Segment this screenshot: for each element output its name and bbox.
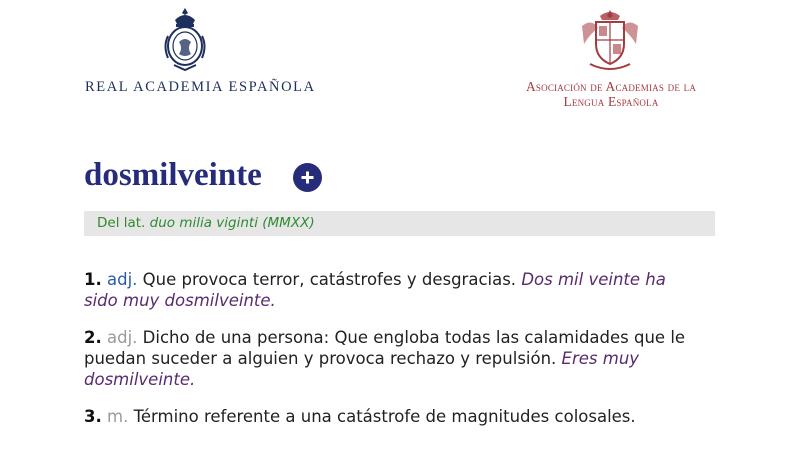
- plus-icon: [293, 163, 322, 192]
- sense-example: Eres muy dosmilveinte.: [84, 349, 640, 389]
- sense-2: [84, 327, 704, 390]
- sense-definition: Término referente a una catástrofe de magnitudes colosales.: [133, 407, 636, 426]
- sense-number: 2.: [84, 328, 102, 347]
- etymology-prefix: Del lat.: [97, 215, 150, 231]
- asale-name: [504, 79, 718, 109]
- asale-name-line2: Lengua Española: [563, 94, 659, 109]
- sense-definition: Dicho de una persona: Que engloba todas las calamidades que le puedan suceder a alguien y provoca rechazo y repulsión.: [84, 328, 686, 368]
- sense-definition: Que provoca terror, catástrofes y desgracias.: [142, 270, 517, 289]
- rae-crest-icon: [160, 6, 210, 72]
- asale-coat-of-arms-icon: [578, 8, 642, 74]
- expand-button[interactable]: [293, 163, 322, 192]
- sense-abbr: adj.: [107, 328, 138, 347]
- sense-3: [84, 406, 704, 427]
- etymology-latin: duo milia viginti: [149, 215, 258, 231]
- asale-name-line1: Asociación de Academias de la: [525, 79, 697, 94]
- etymology-bar: [84, 211, 715, 236]
- sense-example: Dos mil veinte ha sido muy dosmilveinte.: [84, 270, 666, 310]
- sense-1: [84, 269, 704, 311]
- sense-number: 3.: [84, 407, 102, 426]
- headword: dosmilveinte: [84, 157, 262, 193]
- rae-name: REAL ACADEMIA ESPAÑOLA: [85, 79, 316, 95]
- sense-abbr: m.: [107, 407, 129, 426]
- etymology-suffix: (MMXX): [257, 215, 315, 231]
- sense-number: 1.: [84, 270, 102, 289]
- sense-abbr-link[interactable]: adj.: [107, 270, 138, 289]
